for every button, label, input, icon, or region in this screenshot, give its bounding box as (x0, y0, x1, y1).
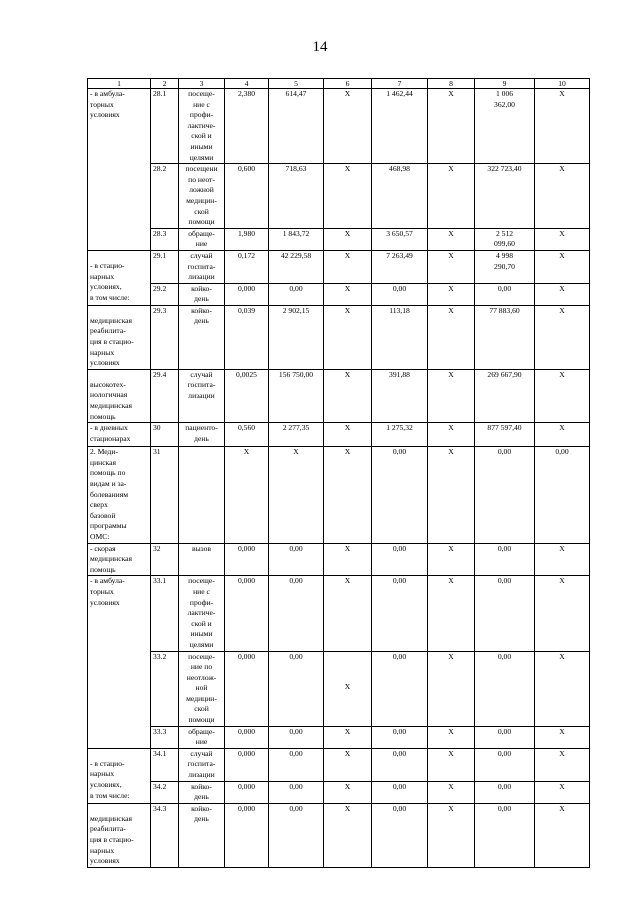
value-cell: Х (324, 576, 372, 651)
value-cell: 0,00 (269, 803, 324, 867)
unit-cell: обраще- ние (179, 726, 225, 748)
row-code: 30 (151, 423, 179, 447)
value-cell: 0,0025 (225, 369, 269, 422)
unit-cell: пациенто- день (179, 423, 225, 447)
value-cell: 877 597,40 (475, 423, 535, 447)
value-cell: Х (428, 305, 475, 369)
value-cell: 0,00 (269, 543, 324, 576)
value-cell: Х (428, 726, 475, 748)
row-code: 29.4 (151, 369, 179, 422)
value-cell: 4 998 290,70 (475, 250, 535, 283)
unit-cell: вызов (179, 543, 225, 576)
value-cell: 0,00 (372, 576, 428, 651)
value-cell: Х (324, 305, 372, 369)
unit-cell: случай госпита- лизации (179, 748, 225, 781)
row-code: 34.3 (151, 803, 179, 867)
value-cell: Х (324, 781, 372, 803)
value-cell: Х (428, 89, 475, 164)
value-cell: 0,00 (475, 726, 535, 748)
table-row (88, 543, 590, 576)
row-label: - в амбула- торных условиях (88, 576, 151, 749)
value-cell: Х (324, 803, 372, 867)
value-cell: 113,18 (372, 305, 428, 369)
row-code: 31 (151, 447, 179, 543)
value-cell: 0,00 (475, 543, 535, 576)
unit-cell: обраще- ние (179, 228, 225, 250)
row-label: медицинская реабилита- ция в стацио- нарных условиях (88, 305, 151, 369)
row-code: 28.1 (151, 89, 179, 164)
unit-cell: посеще- ние с профи- лактиче- ской и иными целями (179, 576, 225, 651)
unit-cell: койко- день (179, 781, 225, 803)
unit-cell: случай госпита- лизации (179, 250, 225, 283)
value-cell: 0,00 (475, 576, 535, 651)
row-label: высокотех- нологичная медицинская помощь (88, 369, 151, 422)
value-cell: Х (428, 164, 475, 229)
value-cell: 3 650,57 (372, 228, 428, 250)
row-label: 2. Меди- цинская помощь по видам и за- болеваниям сверх базовой программы ОМС: (88, 447, 151, 543)
table-row (88, 250, 590, 283)
table-row (88, 89, 590, 164)
table-row (88, 651, 590, 726)
value-cell: Х (324, 89, 372, 164)
value-cell: 0,039 (225, 305, 269, 369)
value-cell: Х (428, 543, 475, 576)
header-cell: 4 (225, 79, 269, 89)
table-row (88, 803, 590, 867)
value-cell: 2 277,35 (269, 423, 324, 447)
value-cell: 1 275,32 (372, 423, 428, 447)
unit-cell: койко- день (179, 803, 225, 867)
row-code: 33.1 (151, 576, 179, 651)
table-row (88, 228, 590, 250)
value-cell: 718,63 (269, 164, 324, 229)
row-label: - скорая медицинская помощь (88, 543, 151, 576)
value-cell: 0,00 (372, 651, 428, 726)
data-table (87, 78, 590, 868)
value-cell: 322 723,40 (475, 164, 535, 229)
header-cell: 2 (151, 79, 179, 89)
value-cell: Х (535, 305, 590, 369)
value-cell: 0,00 (475, 651, 535, 726)
value-cell: 0,172 (225, 250, 269, 283)
unit-cell: посещени по неот- ложной медицин- ской помощи (179, 164, 225, 229)
value-cell: 0,000 (225, 543, 269, 576)
table-row (88, 423, 590, 447)
value-cell: Х (535, 726, 590, 748)
row-code: 32 (151, 543, 179, 576)
row-code: 33.2 (151, 651, 179, 726)
header-cell: 3 (179, 79, 225, 89)
header-cell: 8 (428, 79, 475, 89)
table-row (88, 447, 590, 543)
value-cell: Х (324, 726, 372, 748)
value-cell: 0,000 (225, 651, 269, 726)
value-cell: 269 667,90 (475, 369, 535, 422)
header-cell: 9 (475, 79, 535, 89)
value-cell: 0,00 (372, 726, 428, 748)
value-cell: Х (428, 748, 475, 781)
value-cell: Х (535, 283, 590, 305)
value-cell: Х (428, 781, 475, 803)
value-cell: Х (535, 543, 590, 576)
value-cell: 0,00 (372, 803, 428, 867)
value-cell: Х (428, 651, 475, 726)
value-cell: 0,00 (475, 447, 535, 543)
value-cell: Х (269, 447, 324, 543)
row-code: 34.2 (151, 781, 179, 803)
value-cell: Х (535, 651, 590, 726)
value-cell: Х (535, 228, 590, 250)
header-row (88, 79, 590, 89)
value-cell: Х (535, 369, 590, 422)
value-cell: Х (535, 423, 590, 447)
value-cell: Х (324, 228, 372, 250)
value-cell: 0,560 (225, 423, 269, 447)
value-cell: Х (324, 250, 372, 283)
value-cell: Х (225, 447, 269, 543)
value-cell: Х (428, 447, 475, 543)
table-row (88, 164, 590, 229)
value-cell: Х (428, 369, 475, 422)
value-cell: Х (324, 164, 372, 229)
unit-cell: койко- день (179, 283, 225, 305)
page-number: 14 (312, 39, 328, 55)
row-label: медицинская реабилита- ция в стацио- нарных условиях (88, 803, 151, 867)
value-cell: Х (428, 803, 475, 867)
value-cell: 77 883,60 (475, 305, 535, 369)
value-cell: 0,00 (475, 781, 535, 803)
row-code: 34.1 (151, 748, 179, 781)
value-cell: 2 902,15 (269, 305, 324, 369)
header-cell: 7 (372, 79, 428, 89)
row-code: 29.2 (151, 283, 179, 305)
value-cell: Х (324, 748, 372, 781)
value-cell: Х (535, 164, 590, 229)
value-cell: Х (324, 369, 372, 422)
value-cell: Х (324, 447, 372, 543)
unit-cell: посеще- ние по неотлож- ной медицин- ской помощи (179, 651, 225, 726)
value-cell: Х (324, 543, 372, 576)
value-cell: Х (535, 803, 590, 867)
table-row (88, 283, 590, 305)
value-cell: 0,00 (372, 447, 428, 543)
row-label: - в амбула- торных условиях (88, 89, 151, 251)
value-cell: 0,00 (475, 748, 535, 781)
value-cell: 0,00 (535, 447, 590, 543)
value-cell: 0,600 (225, 164, 269, 229)
row-code: 28.3 (151, 228, 179, 250)
value-cell: 0,00 (475, 803, 535, 867)
value-cell: Х (535, 250, 590, 283)
value-cell: 614,47 (269, 89, 324, 164)
row-code: 33.3 (151, 726, 179, 748)
row-code: 28.2 (151, 164, 179, 229)
value-cell: 0,00 (269, 726, 324, 748)
value-cell: 0,00 (475, 283, 535, 305)
value-cell: Х (535, 89, 590, 164)
value-cell: 0,000 (225, 283, 269, 305)
value-cell: 0,00 (269, 283, 324, 305)
value-cell: Х (324, 283, 372, 305)
header-cell: 6 (324, 79, 372, 89)
unit-cell: случай госпита- лизации (179, 369, 225, 422)
value-cell: 0,000 (225, 781, 269, 803)
unit-cell (179, 447, 225, 543)
table-row (88, 369, 590, 422)
value-cell: 0,00 (372, 543, 428, 576)
value-cell: 391,88 (372, 369, 428, 422)
value-cell: 0,000 (225, 576, 269, 651)
value-cell: 7 263,49 (372, 250, 428, 283)
value-cell: 0,00 (372, 283, 428, 305)
value-cell: 2 512 099,60 (475, 228, 535, 250)
value-cell: 1 006 362,00 (475, 89, 535, 164)
value-cell: Х (428, 423, 475, 447)
value-cell: 0,00 (269, 781, 324, 803)
header-cell: 1 (88, 79, 151, 89)
row-code: 29.1 (151, 250, 179, 283)
value-cell: 0,00 (269, 576, 324, 651)
value-cell: Х (428, 250, 475, 283)
value-cell: 0,00 (269, 651, 324, 726)
value-cell: 0,00 (372, 748, 428, 781)
value-cell: Х (535, 576, 590, 651)
value-cell: 1 462,44 (372, 89, 428, 164)
value-cell: 0,00 (269, 748, 324, 781)
row-code: 29.3 (151, 305, 179, 369)
value-cell: 42 229,58 (269, 250, 324, 283)
value-cell: Х (535, 748, 590, 781)
value-cell: 156 750,00 (269, 369, 324, 422)
value-cell: 1 843,72 (269, 228, 324, 250)
header-cell: 5 (269, 79, 324, 89)
unit-cell: посеще- ние с профи- лактиче- ской и иными целями (179, 89, 225, 164)
table-row (88, 748, 590, 781)
table-row (88, 576, 590, 651)
value-cell: Х (428, 228, 475, 250)
table-row (88, 726, 590, 748)
value-cell: Х (428, 576, 475, 651)
value-cell: Х (324, 651, 372, 726)
value-cell: 0,00 (372, 781, 428, 803)
value-cell: 0,000 (225, 803, 269, 867)
table-row (88, 305, 590, 369)
table-row (88, 781, 590, 803)
value-cell: 1,980 (225, 228, 269, 250)
header-cell: 10 (535, 79, 590, 89)
row-label: - в дневных стационарах (88, 423, 151, 447)
row-label: - в стацио- нарных условиях, в том числе: (88, 250, 151, 305)
row-label: - в стацио- нарных условиях, в том числе: (88, 748, 151, 803)
value-cell: Х (535, 781, 590, 803)
value-cell: 0,000 (225, 726, 269, 748)
value-cell: 468,98 (372, 164, 428, 229)
value-cell: 2,380 (225, 89, 269, 164)
value-cell: 0,000 (225, 748, 269, 781)
unit-cell: койко- день (179, 305, 225, 369)
value-cell: Х (324, 423, 372, 447)
value-cell: Х (428, 283, 475, 305)
